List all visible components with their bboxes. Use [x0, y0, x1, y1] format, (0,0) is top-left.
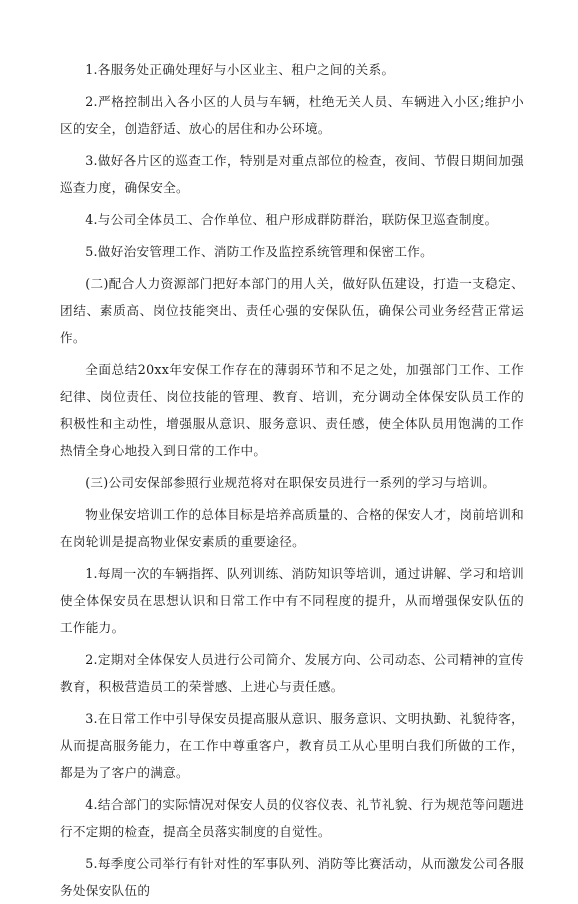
- paragraph-training-goal: 物业保安培训工作的总体目标是培养高质量的、合格的保安人才，岗前培训和在岗轮训是提高物业保安素质的重要途径。: [60, 507, 524, 549]
- paragraph-training-4: 4.结合部门的实际情况对保安人员的仪容仪表、礼节礼貌、行为规范等问题进行不定期的检查，提高全员落实制度的自觉性。: [60, 797, 524, 839]
- paragraph-section-2: (二)配合人力资源部门把好本部门的用人关，做好队伍建设，打造一支稳定、团结、素质高、岗位技能突出、责任心强的安保队伍，确保公司业务经营正常运作。: [60, 276, 524, 345]
- paragraph-section-3: (三)公司安保部参照行业规范将对在职保安员进行一系列的学习与培训。: [85, 475, 496, 490]
- paragraph-goal-2: 2.严格控制出入各小区的人员与车辆，杜绝无关人员、车辆进入小区;维护小区的安全，创造舒适、放心的居住和办公环境。: [60, 94, 524, 136]
- paragraph-goal-1: 1.各服务处正确处理好与小区业主、租户之间的关系。: [85, 62, 395, 77]
- paragraph-training-3: 3.在日常工作中引导保安员提高服从意识、服务意识、文明执勤、礼貌待客，从而提高服务能力，在工作中尊重客户，教育员工从心里明白我们所做的工作，都是为了客户的满意。: [60, 711, 524, 780]
- paragraph-goal-4: 4.与公司全体员工、合作单位、租户形成群防群治，联防保卫巡查制度。: [85, 212, 498, 227]
- paragraph-goal-5: 5.做好治安管理工作、消防工作及监控系统管理和保密工作。: [85, 244, 434, 259]
- paragraph-goal-3: 3.做好各片区的巡查工作，特别是对重点部位的检查，夜间、节假日期间加强巡查力度，确保安全。: [60, 153, 524, 195]
- paragraph-training-5: 5.每季度公司举行有针对性的军事队列、消防等比赛活动，从而激发公司各服务处保安队伍的: [60, 856, 524, 898]
- paragraph-training-1: 1.每周一次的车辆指挥、队列训练、消防知识等培训，通过讲解、学习和培训使全体保安员在思想认识和日常工作中有不同程度的提升，从而增强保安队伍的工作能力。: [60, 566, 524, 635]
- paragraph-summary: 全面总结20xx年安保工作存在的薄弱环节和不足之处，加强部门工作、工作纪律、岗位责任、岗位技能的管理、教育、培训，充分调动全体保安队员工作的积极性和主动性，增强服从意识、服务意识、责任感，使全体队员用饱满的工作热情全身心地投入到日常的工作中。: [60, 362, 524, 458]
- paragraph-training-2: 2.定期对全体保安人员进行公司简介、发展方向、公司动态、公司精神的宣传教育，积极营造员工的荣誉感、上进心与责任感。: [60, 652, 524, 694]
